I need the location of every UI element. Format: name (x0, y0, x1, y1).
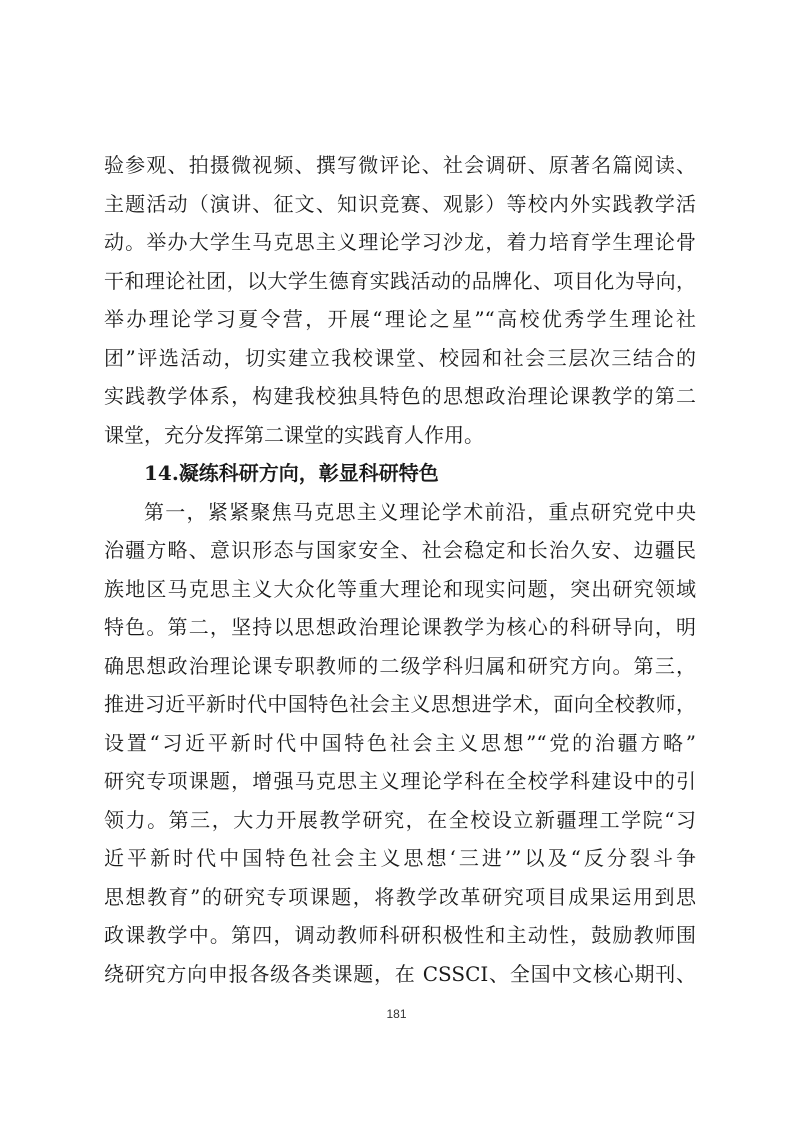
text-line: 验参观、拍摄微视频、撰写微评论、社会调研、原著名篇阅读、 (104, 153, 696, 177)
page-number: 181 (386, 1007, 407, 1021)
text-line: 动。举办大学生马克思主义理论学习沙龙，着力培育学生理论骨 (104, 230, 696, 254)
text-line: 确思想政治理论课专职教师的二级学科归属和研究方向。第三， (104, 653, 696, 678)
text-line: 治疆方略、意识形态与国家安全、社会稳定和长治久安、边疆民 (104, 538, 696, 562)
text-line: 政课教学中。第四，调动教师科研积极性和主动性，鼓励教师围 (104, 923, 696, 947)
text-line: 设置“习近平新时代中国特色社会主义思想”“党的治疆方略” (104, 730, 696, 755)
text-line: 族地区马克思主义大众化等重大理论和现实问题，突出研究领域 (104, 576, 696, 601)
text-line: 举办理论学习夏令营，开展“理论之星”“高校优秀学生理论社 (104, 307, 696, 331)
section-heading: 14.凝练科研方向，彰显科研特色 (144, 461, 439, 485)
text-line: 团”评选活动，切实建立我校课堂、校园和社会三层次三结合的 (104, 345, 696, 370)
text-line: 实践教学体系，构建我校独具特色的思想政治理论课教学的第二 (104, 384, 696, 408)
text-line: 干和理论社团，以大学生德育实践活动的品牌化、项目化为导向， (104, 268, 696, 293)
text-line: 主题活动（演讲、征文、知识竞赛、观影）等校内外实践教学活 (104, 191, 696, 216)
text-line: 第一，紧紧聚焦马克思主义理论学术前沿，重点研究党中央 (144, 499, 696, 524)
text-line: 思想教育”的研究专项课题，将教学改革研究项目成果运用到思 (104, 884, 696, 909)
paragraph-research-direction (104, 493, 696, 994)
text-line: 绕研究方向申报各级各类课题，在 CSSCI、全国中文核心期刊、 (104, 961, 696, 986)
body-text (104, 146, 696, 993)
text-line: 推进习近平新时代中国特色社会主义思想进学术，面向全校教师， (104, 692, 696, 716)
text-line: 近平新时代中国特色社会主义思想‘三进’”以及“反分裂斗争 (104, 846, 696, 870)
text-line: 特色。第二，坚持以思想政治理论课教学为核心的科研导向，明 (104, 615, 696, 639)
paragraph-practice-teaching (104, 146, 696, 454)
text-line: 研究专项课题，增强马克思主义理论学科在全校学科建设中的引 (104, 769, 696, 793)
text-line: 课堂，充分发挥第二课堂的实践育人作用。 (104, 422, 484, 447)
text-line: 领力。第三，大力开展教学研究，在全校设立新疆理工学院“习 (104, 807, 696, 832)
